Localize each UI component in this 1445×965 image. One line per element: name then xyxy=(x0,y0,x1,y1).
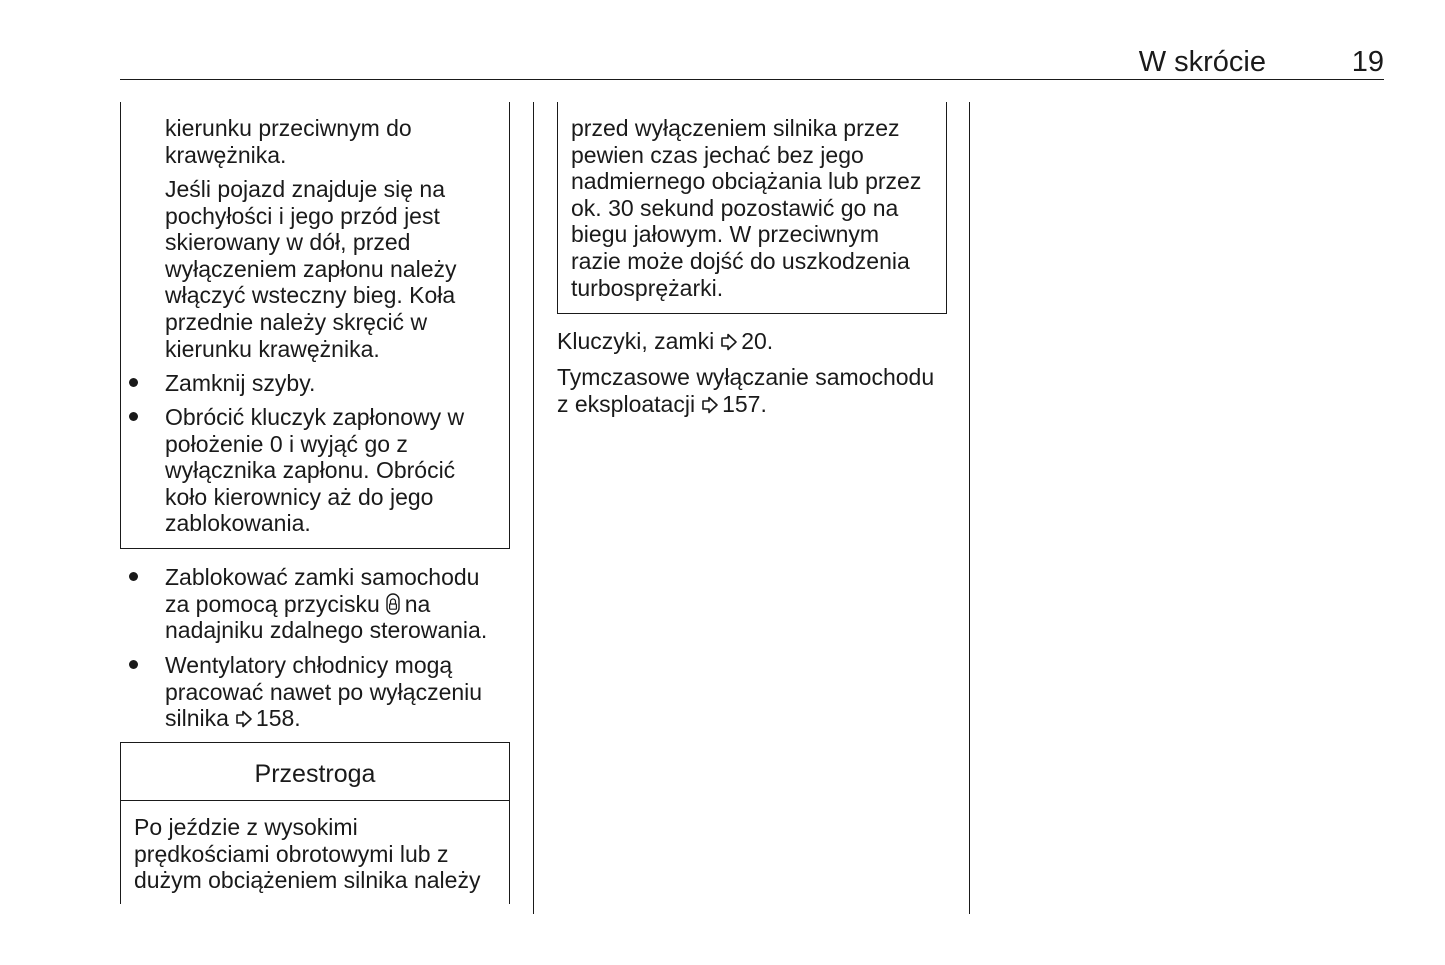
text-line: Tymczasowe wyłączanie samochodu xyxy=(557,364,935,390)
cross-reference-icon xyxy=(720,333,738,351)
text-line: pochyłości i jego przód jest xyxy=(165,202,440,229)
lock-button-icon xyxy=(386,593,400,615)
box-bullet-2 xyxy=(165,404,464,537)
text-line: dużym obciążeniem silnika należy xyxy=(134,867,481,894)
text-line: położenie 0 i wyjąć go z xyxy=(165,430,408,457)
text-line: wyłączeniem zapłonu należy xyxy=(165,255,457,282)
box-right-border xyxy=(946,102,947,313)
header-rule xyxy=(120,79,1384,80)
page-number: 19 xyxy=(1351,46,1384,78)
cross-reference-icon xyxy=(701,396,719,414)
text-line: kierunku krawężnika. xyxy=(165,335,380,362)
bullet-icon xyxy=(129,572,138,581)
text-line: prędkościami obrotowymi lub z xyxy=(134,840,449,867)
text-line: razie może dojść do uszkodzenia xyxy=(571,247,910,274)
caution-top-border xyxy=(120,742,510,743)
page-reference[interactable]: 158. xyxy=(255,705,301,732)
box-paragraph-2 xyxy=(165,176,457,362)
box-bottom-border xyxy=(557,313,947,314)
box-bottom-border xyxy=(120,548,510,549)
text-line: nadajniku zdalnego sterowania. xyxy=(165,617,488,644)
text-line: Jeśli pojazd znajduje się na xyxy=(165,176,446,202)
text-line: pracować nawet po wyłączeniu xyxy=(165,678,483,705)
text-line: krawężnika. xyxy=(165,141,287,168)
caution-title: Przestroga xyxy=(254,760,376,788)
bullet-radiator-fans xyxy=(165,652,482,732)
bullet-icon xyxy=(129,660,138,669)
text-line: pewien czas jechać bez jego xyxy=(571,141,864,168)
column-divider-1 xyxy=(533,102,534,914)
box-left-border xyxy=(557,102,558,313)
text-line: kierunku przeciwnym do xyxy=(165,115,412,141)
text-line: koło kierownicy aż do jego xyxy=(165,483,434,510)
text-line: zablokowania. xyxy=(165,510,311,537)
text-line: ok. 30 sekund pozostawić go na xyxy=(571,194,899,221)
page-reference[interactable]: 157. xyxy=(722,390,767,417)
caution-body-continued xyxy=(571,115,921,301)
text-line: turbosprężarki. xyxy=(571,274,724,301)
caution-title-divider xyxy=(120,800,510,801)
text-line: przed wyłączeniem silnika przez xyxy=(571,115,900,141)
box-paragraph-1 xyxy=(165,115,412,168)
text-line: Zablokować zamki samochodu xyxy=(165,564,480,590)
page-reference[interactable]: 20. xyxy=(741,328,774,354)
reference-decommissioning xyxy=(557,364,934,417)
text-line: z eksploatacji 157. xyxy=(557,390,767,417)
section-title: W skrócie xyxy=(1138,46,1266,78)
bullet-icon xyxy=(129,412,138,421)
box-right-border xyxy=(509,102,510,548)
caution-body xyxy=(134,814,480,894)
text-line: Wentylatory chłodnicy mogą xyxy=(165,652,453,678)
text-line: Zamknij szyby. xyxy=(165,370,316,396)
cross-reference-icon xyxy=(235,710,253,728)
bullet-icon xyxy=(129,378,138,387)
text-line: skierowany w dół, przed xyxy=(165,229,411,256)
column-divider-2 xyxy=(969,102,970,914)
text-line: wyłącznika zapłonu. Obrócić xyxy=(165,457,456,484)
text-line: Obrócić kluczyk zapłonowy w xyxy=(165,404,465,430)
bullet-lock-doors xyxy=(165,564,487,644)
box-bullet-1 xyxy=(165,370,315,397)
box-left-border xyxy=(120,102,121,548)
text-line: Po jeździe z wysokimi xyxy=(134,814,358,840)
text-line: przednie należy skręcić w xyxy=(165,308,428,335)
text-line: Kluczyki, zamki 20. xyxy=(557,328,774,354)
reference-keys-locks xyxy=(557,328,773,355)
text-line: biegu jałowym. W przeciwnym xyxy=(571,221,880,248)
text-line: silnika 158. xyxy=(165,705,301,732)
text-line: nadmiernego obciążania lub przez xyxy=(571,168,922,195)
text-line: włączyć wsteczny bieg. Koła xyxy=(165,282,456,309)
text-line: za pomocą przycisku na xyxy=(165,590,431,617)
